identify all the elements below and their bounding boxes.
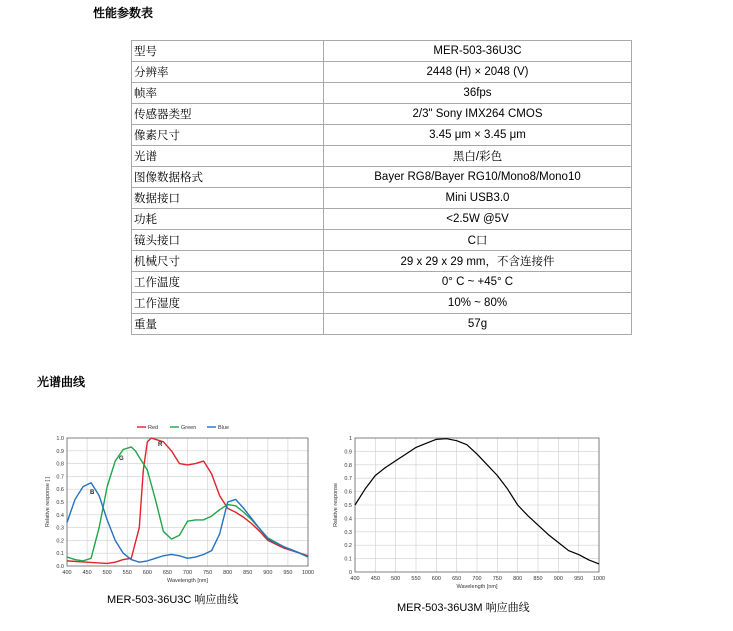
spec-key: 机械尺寸 xyxy=(132,251,324,272)
spec-value: 36fps xyxy=(324,83,632,104)
x-tick-label: 850 xyxy=(533,576,543,582)
spec-value: Bayer RG8/Bayer RG10/Mono8/Mono10 xyxy=(324,167,632,188)
y-tick-label: 0.6 xyxy=(56,487,64,494)
spec-row xyxy=(132,125,632,146)
y-tick-label: 1.0 xyxy=(56,436,64,442)
color-chart-caption: MER-503-36U3C 响应曲线 xyxy=(107,594,239,606)
x-axis-label: Wavelength [nm] xyxy=(166,578,209,584)
y-tick-label: 0.9 xyxy=(344,449,352,456)
x-tick-label: 550 xyxy=(122,570,132,576)
spec-key: 重量 xyxy=(132,314,324,335)
mono-response-chart xyxy=(330,428,610,598)
y-tick-label: 0.1 xyxy=(344,556,352,563)
x-tick-label: 700 xyxy=(472,576,482,582)
x-tick-label: 650 xyxy=(452,576,462,582)
y-tick-label: 0.5 xyxy=(56,500,64,506)
x-tick-label: 1000 xyxy=(301,570,315,576)
color-response-chart xyxy=(42,420,322,590)
x-tick-label: 850 xyxy=(243,570,253,576)
spec-value: 29 x 29 x 29 mm，不含连接件 xyxy=(324,251,632,272)
x-tick-label: 950 xyxy=(283,570,293,576)
spec-row xyxy=(132,293,632,314)
curve-label: G xyxy=(119,456,124,462)
x-tick-label: 900 xyxy=(263,570,273,576)
spec-value: MER-503-36U3C xyxy=(324,41,632,62)
spec-row xyxy=(132,41,632,62)
y-tick-label: 0 xyxy=(348,570,352,576)
y-tick-label: 0.2 xyxy=(56,538,64,545)
x-tick-label: 750 xyxy=(202,570,213,576)
spec-key: 型号 xyxy=(132,41,324,62)
spec-key: 分辨率 xyxy=(132,62,324,83)
x-tick-label: 500 xyxy=(391,576,401,582)
spec-key: 功耗 xyxy=(132,209,324,230)
spec-row xyxy=(132,188,632,209)
y-tick-label: 0.6 xyxy=(344,489,352,496)
x-tick-label: 900 xyxy=(553,576,563,582)
y-tick-label: 0.9 xyxy=(56,448,64,455)
spec-key: 工作湿度 xyxy=(132,293,324,314)
mono-chart-caption: MER-503-36U3M 响应曲线 xyxy=(397,602,530,614)
spec-row xyxy=(132,230,632,251)
spec-key: 图像数据格式 xyxy=(132,167,324,188)
y-tick-label: 1 xyxy=(348,436,352,442)
x-tick-label: 600 xyxy=(431,576,441,582)
y-tick-label: 0.7 xyxy=(344,476,352,483)
spec-value: 57g xyxy=(324,314,632,335)
x-tick-label: 1000 xyxy=(592,576,606,582)
spec-value: 3.45 μm × 3.45 μm xyxy=(324,125,632,146)
spec-value: 2/3" Sony IMX264 CMOS xyxy=(324,104,632,125)
spec-value: 0° C ~ +45° C xyxy=(324,272,632,293)
x-tick-label: 400 xyxy=(62,570,72,576)
spec-row xyxy=(132,83,632,104)
y-tick-label: 0.1 xyxy=(56,551,64,558)
x-tick-label: 450 xyxy=(370,576,380,582)
legend-label-blue: Blue xyxy=(218,425,230,431)
x-tick-label: 400 xyxy=(350,576,360,582)
x-tick-label: 500 xyxy=(102,570,112,576)
spectrum-section-title: 光谱曲线 xyxy=(37,375,86,389)
y-tick-label: 0.4 xyxy=(56,512,64,519)
spec-key: 传感器类型 xyxy=(132,104,324,125)
x-tick-label: 650 xyxy=(162,570,173,576)
spec-value: 2448 (H) × 2048 (V) xyxy=(324,62,632,83)
x-tick-label: 700 xyxy=(182,570,193,576)
y-tick-label: 0.2 xyxy=(344,543,352,550)
y-tick-label: 0.8 xyxy=(344,462,352,469)
x-tick-label: 800 xyxy=(223,570,233,576)
spec-row xyxy=(132,104,632,125)
spec-value: <2.5W @5V xyxy=(324,209,632,230)
y-tick-label: 0.3 xyxy=(56,525,64,532)
spec-value: 10% ~ 80% xyxy=(324,293,632,314)
y-tick-label: 0.8 xyxy=(56,461,64,468)
curve-label: B xyxy=(90,490,95,496)
spec-key: 光谱 xyxy=(132,146,324,167)
y-axis-label: Relative response [ ] xyxy=(45,476,51,528)
spec-key: 帧率 xyxy=(132,83,324,104)
spec-value: Mini USB3.0 xyxy=(324,188,632,209)
x-tick-label: 800 xyxy=(513,576,523,582)
spec-row xyxy=(132,62,632,83)
y-tick-label: 0.7 xyxy=(56,474,64,481)
y-axis-label: Relative response xyxy=(333,482,339,528)
spec-value: 黑白/彩色 xyxy=(324,146,632,167)
x-tick-label: 450 xyxy=(82,570,92,576)
legend-label-green: Green xyxy=(181,425,197,431)
legend-label-red: Red xyxy=(148,425,159,431)
x-tick-label: 950 xyxy=(574,576,584,582)
spec-section-title: 性能参数表 xyxy=(93,6,154,20)
x-axis-label: Wavelength [nm] xyxy=(456,584,498,590)
spec-table xyxy=(131,40,632,335)
y-tick-label: 0.4 xyxy=(344,516,352,523)
spec-key: 工作温度 xyxy=(132,272,324,293)
y-tick-label: 0.3 xyxy=(344,529,352,536)
spec-key: 数据接口 xyxy=(132,188,324,209)
x-tick-label: 750 xyxy=(492,576,502,582)
spec-row xyxy=(132,251,632,272)
spec-row xyxy=(132,146,632,167)
y-tick-label: 0.5 xyxy=(344,503,352,509)
x-tick-label: 550 xyxy=(411,576,421,582)
spec-row xyxy=(132,314,632,335)
curve-label: R xyxy=(158,442,163,448)
y-tick-label: 0.0 xyxy=(56,564,64,570)
spec-row xyxy=(132,209,632,230)
spec-key: 像素尺寸 xyxy=(132,125,324,146)
spec-row xyxy=(132,167,632,188)
spec-key: 镜头接口 xyxy=(132,230,324,251)
x-tick-label: 600 xyxy=(142,570,152,576)
spec-value: C口 xyxy=(324,230,632,251)
spec-row xyxy=(132,272,632,293)
